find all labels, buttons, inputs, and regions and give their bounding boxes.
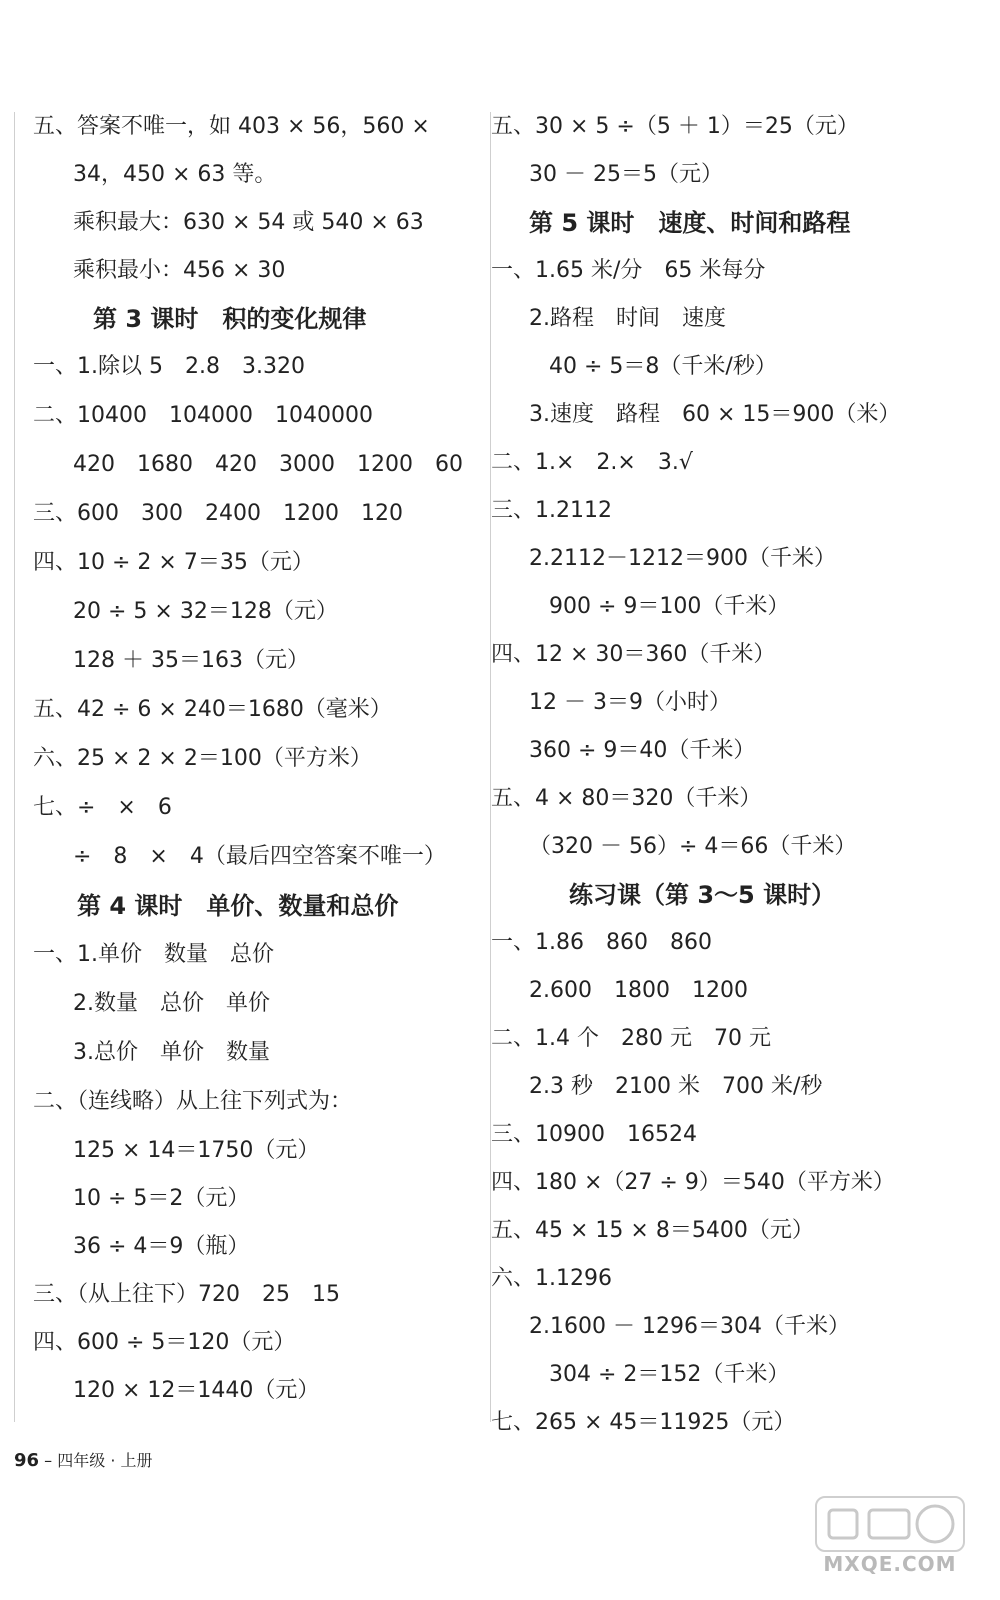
- page-number: 96: [14, 1450, 40, 1471]
- answer-line: 四、600 ÷ 5＝120（元）: [33, 1330, 296, 1355]
- answer-line: 四、10 ÷ 2 × 7＝35（元）: [33, 550, 314, 575]
- grade-label: 四年级 · 上册: [57, 1451, 153, 1470]
- answer-line: （320 － 56）÷ 4＝66（千米）: [529, 834, 857, 859]
- answer-line: 125 × 14＝1750（元）: [73, 1138, 320, 1163]
- answer-line: 3.总价 单价 数量: [73, 1040, 270, 1065]
- answer-line: 420 1680 420 3000 1200 60: [73, 452, 463, 477]
- answer-line: 120 × 12＝1440（元）: [73, 1378, 320, 1403]
- answer-line: 四、12 × 30＝360（千米）: [491, 642, 776, 667]
- answer-line: 2.1600 － 1296＝304（千米）: [529, 1314, 850, 1339]
- answer-line: 六、25 × 2 × 2＝100（平方米）: [33, 746, 372, 771]
- section-title: 练习课（第 3～5 课时）: [569, 881, 836, 909]
- answer-line: 二、10400 104000 1040000: [33, 403, 373, 428]
- answer-line: ÷ 8 × 4（最后四空答案不唯一）: [73, 844, 446, 869]
- answer-line: 二、1.4 个 280 元 70 元: [491, 1026, 771, 1051]
- left-column: [14, 112, 475, 1422]
- answer-line: 2.600 1800 1200: [529, 978, 748, 1003]
- footer-dash: –: [44, 1451, 53, 1470]
- watermark: [810, 1496, 970, 1576]
- answer-line: 二、（连线略）从上往下列式为：: [33, 1089, 353, 1114]
- answer-line: 七、÷ × 6: [33, 795, 172, 820]
- answer-line: 四、180 ×（27 ÷ 9）＝540（平方米）: [491, 1170, 895, 1195]
- answer-line: 36 ÷ 4＝9（瓶）: [73, 1234, 250, 1259]
- answer-line: 六、1.1296: [491, 1266, 612, 1291]
- answer-line: 2.路程 时间 速度: [529, 306, 726, 331]
- answer-line: 五、30 × 5 ÷（5 ＋ 1）＝25（元）: [491, 114, 859, 139]
- answer-line: 20 ÷ 5 × 32＝128（元）: [73, 599, 338, 624]
- page-footer: [14, 1450, 153, 1472]
- answer-line: 一、1.单价 数量 总价: [33, 942, 274, 967]
- answer-line: 七、265 × 45＝11925（元）: [491, 1410, 796, 1435]
- answer-line: 2.2112－1212＝900（千米）: [529, 546, 836, 571]
- answer-line: 128 ＋ 35＝163（元）: [73, 648, 309, 673]
- answer-line: 3.速度 路程 60 × 15＝900（米）: [529, 402, 901, 427]
- answer-line: 40 ÷ 5＝8（千米/秒）: [549, 354, 777, 379]
- answer-line: 三、（从上往下）720 25 15: [33, 1282, 340, 1307]
- section-title: 第 3 课时 积的变化规律: [93, 305, 367, 333]
- answer-line: 三、600 300 2400 1200 120: [33, 501, 403, 526]
- answer-line: 二、1.× 2.× 3.√: [491, 450, 693, 475]
- answer-line: 2.数量 总价 单价: [73, 991, 270, 1016]
- answer-line: 三、1.2112: [491, 498, 612, 523]
- answer-line: 五、4 × 80＝320（千米）: [491, 786, 762, 811]
- answer-line: 五、答案不唯一，如 403 × 56，560 ×: [33, 114, 430, 139]
- answer-line: 一、1.65 米/分 65 米每分: [491, 258, 766, 283]
- answer-line: 10 ÷ 5＝2（元）: [73, 1186, 250, 1211]
- watermark-url: MXQE.COM: [823, 1552, 957, 1576]
- answer-line: 30 － 25＝5（元）: [529, 162, 723, 187]
- watermark-logo-icon: [815, 1496, 965, 1552]
- section-title: 第 4 课时 单价、数量和总价: [77, 892, 399, 920]
- answer-line: 乘积最大：630 × 54 或 540 × 63: [73, 210, 424, 235]
- answer-line: 五、42 ÷ 6 × 240＝1680（毫米）: [33, 697, 392, 722]
- answer-line: 乘积最小：456 × 30: [73, 258, 286, 283]
- answer-line: 34，450 × 63 等。: [73, 162, 277, 187]
- answer-line: 一、1.86 860 860: [491, 930, 712, 955]
- answer-line: 2.3 秒 2100 米 700 米/秒: [529, 1074, 823, 1099]
- answer-line: 360 ÷ 9＝40（千米）: [529, 738, 756, 763]
- answer-line: 三、10900 16524: [491, 1122, 697, 1147]
- section-title: 第 5 课时 速度、时间和路程: [529, 209, 851, 237]
- answer-line: 304 ÷ 2＝152（千米）: [549, 1362, 790, 1387]
- answer-line: 五、45 × 15 × 8＝5400（元）: [491, 1218, 814, 1243]
- answer-line: 900 ÷ 9＝100（千米）: [549, 594, 790, 619]
- answer-line: 12 － 3＝9（小时）: [529, 690, 731, 715]
- answer-line: 一、1.除以 5 2.8 3.320: [33, 354, 305, 379]
- right-column: [490, 112, 991, 1435]
